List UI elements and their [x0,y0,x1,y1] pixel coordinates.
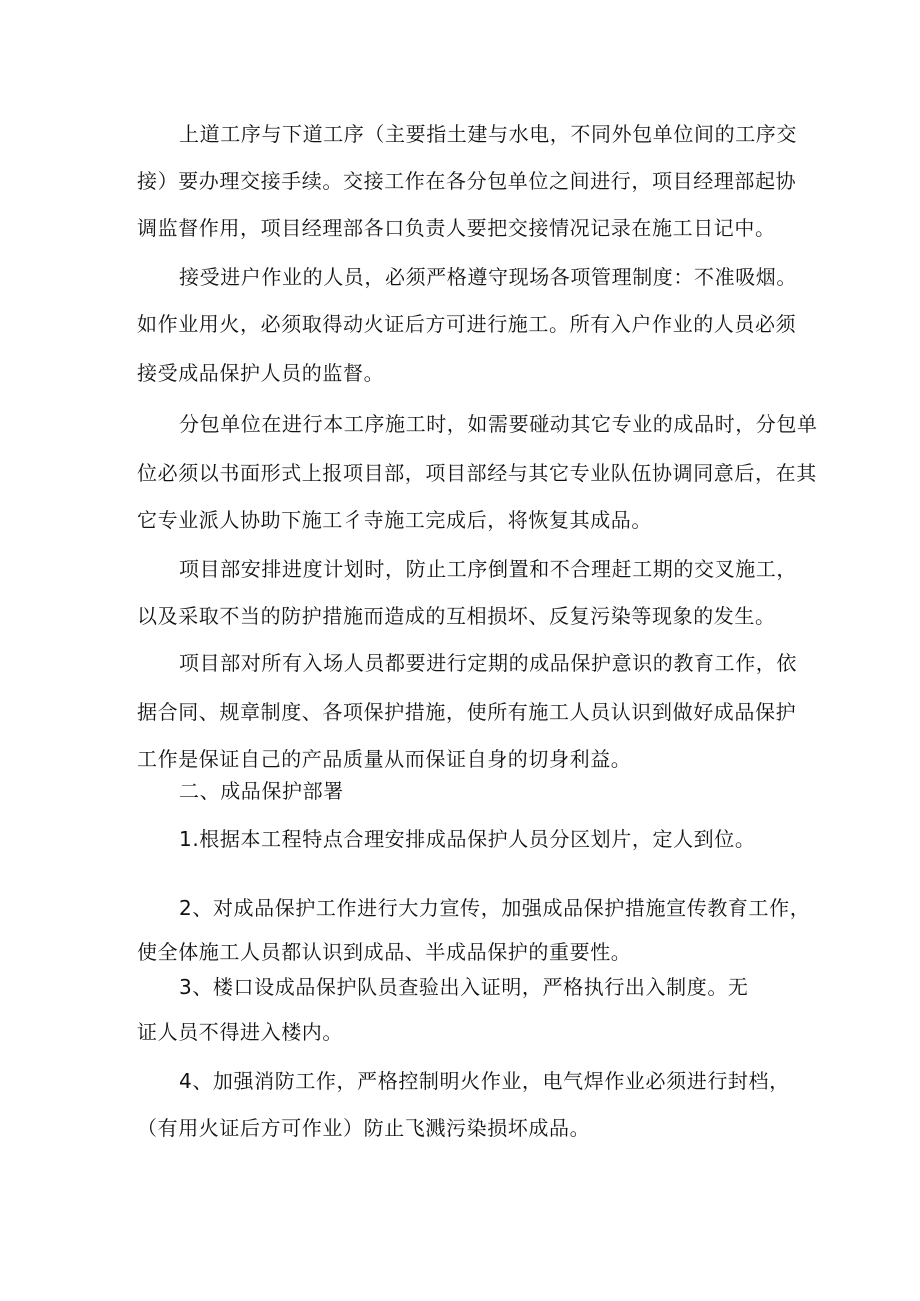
text-line: 使全体施工人员都认识到成品、半成品保护的重要性。 [137,940,632,964]
text-line: 项目部安排进度计划时，防止工序倒置和不合理赶工期的交叉施工， [179,557,797,581]
list-item: 4、加强消防工作，严格控制明火作业，电气焊作业必须进行封档， [179,1069,790,1093]
text-line: （有用火证后方可作业）防止飞溅污染损坏成品。 [137,1116,591,1140]
list-item: 3、楼口设成品保护队员查验出入证明，严格执行出入制度。无 [179,975,749,999]
text-line: 位必须以书面形式上报项目部，项目部经与其它专业队伍协调同意后，在其 [137,461,817,485]
text-line: 以及采取不当的防护措施而造成的互相损坏、反复污染等现象的发生。 [137,604,776,628]
text-line: 接受进户作业的人员，必须严格遵守现场各项管理制度：不准吸烟。 [179,265,797,289]
text-line: 工作是保证自己的产品质量从而保证自身的切身利益。 [137,747,632,771]
section-heading: 二、成品保护部署 [179,779,344,803]
text-line: 上道工序与下道工序（主要指土建与水电，不同外包单位间的工序交 [179,122,797,146]
list-item: 2、对成品保护工作进行大力宣传，加强成品保护措施宣传教育工作， [179,896,811,920]
text-line: 据合同、规章制度、各项保护措施，使所有施工人员认识到做好成品保护 [137,700,797,724]
text-line: 接受成品保护人员的监督。 [137,361,385,385]
text-line: 如作业用火，必须取得动火证后方可进行施工。所有入户作业的人员必须 [137,312,797,336]
list-item: 1.根据本工程特点合理安排成品保护人员分区划片，定人到位。 [179,827,756,851]
text-line: 项目部对所有入场人员都要进行定期的成品保护意识的教育工作，依 [179,651,797,675]
text-line: 证人员不得进入楼内。 [137,1020,343,1044]
text-line: 调监督作用，项目经理部各口负责人要把交接情况记录在施工日记中。 [137,216,776,240]
text-line: 分包单位在进行本工序施工时，如需要碰动其它专业的成品时，分包单 [179,412,818,436]
text-line: 接）要办理交接手续。交接工作在各分包单位之间进行，项目经理部起协 [137,169,797,193]
text-line: 它专业派人协助下施工彳寺施工完成后，将恢复其成品。 [137,508,652,532]
